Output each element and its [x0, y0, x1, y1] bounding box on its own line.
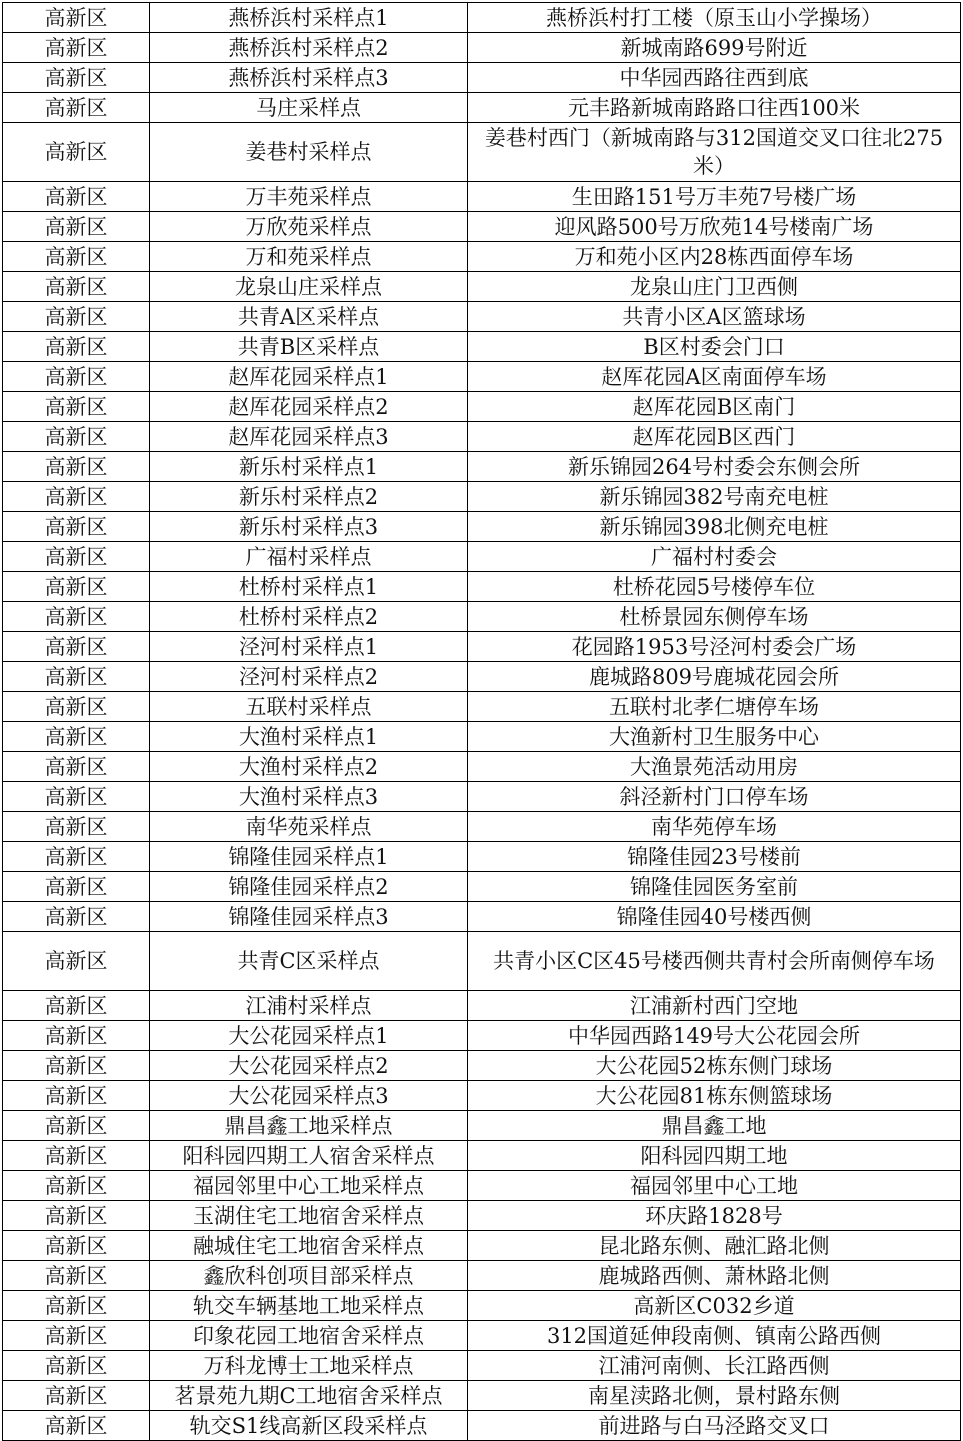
address-cell: 五联村北孝仁塘停车场	[468, 692, 961, 722]
table-row	[3, 1321, 961, 1351]
address-cell: 大公花园81栋东侧篮球场	[468, 1081, 961, 1111]
address-cell: 中华园西路149号大公花园会所	[468, 1021, 961, 1051]
address-cell: 龙泉山庄门卫西侧	[468, 272, 961, 302]
address-cell: 锦隆佳园23号楼前	[468, 842, 961, 872]
site-name-cell: 福园邻里中心工地采样点	[150, 1171, 468, 1201]
address-cell: 鹿城路西侧、萧林路北侧	[468, 1261, 961, 1291]
district-cell: 高新区	[3, 1051, 150, 1081]
table-row	[3, 1141, 961, 1171]
address-cell: 赵厍花园A区南面停车场	[468, 362, 961, 392]
site-name-cell: 共青C区采样点	[150, 932, 468, 991]
address-cell: 花园路1953号泾河村委会广场	[468, 632, 961, 662]
district-cell: 高新区	[3, 1141, 150, 1171]
district-cell: 高新区	[3, 242, 150, 272]
table-row	[3, 1111, 961, 1141]
site-name-cell: 万欣苑采样点	[150, 212, 468, 242]
address-cell: 杜桥景园东侧停车场	[468, 602, 961, 632]
address-cell: 环庆路1828号	[468, 1201, 961, 1231]
table-row	[3, 332, 961, 362]
table-row	[3, 3, 961, 33]
district-cell: 高新区	[3, 1021, 150, 1051]
address-cell: 福园邻里中心工地	[468, 1171, 961, 1201]
address-cell: 高新区C032乡道	[468, 1291, 961, 1321]
table-row	[3, 123, 961, 182]
address-cell: 新城南路699号附近	[468, 33, 961, 63]
site-name-cell: 龙泉山庄采样点	[150, 272, 468, 302]
table-row	[3, 93, 961, 123]
table-row	[3, 752, 961, 782]
address-cell: 赵厍花园B区南门	[468, 392, 961, 422]
table-row	[3, 242, 961, 272]
table-row	[3, 1381, 961, 1411]
district-cell: 高新区	[3, 452, 150, 482]
district-cell: 高新区	[3, 123, 150, 182]
district-cell: 高新区	[3, 332, 150, 362]
table-row	[3, 632, 961, 662]
address-cell: 广福村村委会	[468, 542, 961, 572]
table-row	[3, 662, 961, 692]
site-name-cell: 万丰苑采样点	[150, 182, 468, 212]
site-name-cell: 大公花园采样点2	[150, 1051, 468, 1081]
site-name-cell: 万和苑采样点	[150, 242, 468, 272]
table-row	[3, 482, 961, 512]
site-name-cell: 大渔村采样点1	[150, 722, 468, 752]
table-row	[3, 602, 961, 632]
table-row	[3, 572, 961, 602]
table-row	[3, 1021, 961, 1051]
address-cell: 迎风路500号万欣苑14号楼南广场	[468, 212, 961, 242]
site-name-cell: 阳科园四期工人宿舍采样点	[150, 1141, 468, 1171]
site-name-cell: 印象花园工地宿舍采样点	[150, 1321, 468, 1351]
district-cell: 高新区	[3, 3, 150, 33]
address-cell: 中华园西路往西到底	[468, 63, 961, 93]
site-name-cell: 泾河村采样点2	[150, 662, 468, 692]
table-row	[3, 1051, 961, 1081]
district-cell: 高新区	[3, 1171, 150, 1201]
address-cell: 姜巷村西门（新城南路与312国道交叉口往北275米）	[468, 123, 961, 182]
table-row	[3, 842, 961, 872]
table-row	[3, 63, 961, 93]
address-cell: 元丰路新城南路路口往西100米	[468, 93, 961, 123]
table-row	[3, 812, 961, 842]
district-cell: 高新区	[3, 1111, 150, 1141]
address-cell: 312国道延伸段南侧、镇南公路西侧	[468, 1321, 961, 1351]
site-name-cell: 杜桥村采样点1	[150, 572, 468, 602]
table-row	[3, 272, 961, 302]
district-cell: 高新区	[3, 272, 150, 302]
address-cell: 共青小区A区篮球场	[468, 302, 961, 332]
table-row	[3, 991, 961, 1021]
table-row	[3, 512, 961, 542]
district-cell: 高新区	[3, 182, 150, 212]
district-cell: 高新区	[3, 302, 150, 332]
address-cell: 斜泾新村门口停车场	[468, 782, 961, 812]
site-name-cell: 姜巷村采样点	[150, 123, 468, 182]
site-name-cell: 锦隆佳园采样点3	[150, 902, 468, 932]
table-row	[3, 1291, 961, 1321]
site-name-cell: 玉湖住宅工地宿舍采样点	[150, 1201, 468, 1231]
table-row	[3, 422, 961, 452]
district-cell: 高新区	[3, 1231, 150, 1261]
district-cell: 高新区	[3, 63, 150, 93]
table-row	[3, 902, 961, 932]
address-cell: B区村委会门口	[468, 332, 961, 362]
district-cell: 高新区	[3, 1081, 150, 1111]
district-cell: 高新区	[3, 362, 150, 392]
table-row	[3, 1081, 961, 1111]
address-cell: 万和苑小区内28栋西面停车场	[468, 242, 961, 272]
address-cell: 昆北路东侧、融汇路北侧	[468, 1231, 961, 1261]
table-body	[3, 3, 961, 1441]
site-name-cell: 赵厍花园采样点3	[150, 422, 468, 452]
sampling-sites-table	[2, 2, 961, 1441]
district-cell: 高新区	[3, 752, 150, 782]
district-cell: 高新区	[3, 782, 150, 812]
table-row	[3, 872, 961, 902]
district-cell: 高新区	[3, 93, 150, 123]
table-row	[3, 542, 961, 572]
site-name-cell: 轨交车辆基地工地采样点	[150, 1291, 468, 1321]
address-cell: 杜桥花园5号楼停车位	[468, 572, 961, 602]
address-cell: 阳科园四期工地	[468, 1141, 961, 1171]
site-name-cell: 锦隆佳园采样点1	[150, 842, 468, 872]
table-row	[3, 1171, 961, 1201]
district-cell: 高新区	[3, 1351, 150, 1381]
district-cell: 高新区	[3, 422, 150, 452]
site-name-cell: 融城住宅工地宿舍采样点	[150, 1231, 468, 1261]
site-name-cell: 江浦村采样点	[150, 991, 468, 1021]
site-name-cell: 大公花园采样点3	[150, 1081, 468, 1111]
address-cell: 燕桥浜村打工楼（原玉山小学操场）	[468, 3, 961, 33]
address-cell: 大渔景苑活动用房	[468, 752, 961, 782]
district-cell: 高新区	[3, 512, 150, 542]
district-cell: 高新区	[3, 212, 150, 242]
district-cell: 高新区	[3, 662, 150, 692]
site-name-cell: 大渔村采样点3	[150, 782, 468, 812]
address-cell: 锦隆佳园医务室前	[468, 872, 961, 902]
address-cell: 南星渎路北侧，景村路东侧	[468, 1381, 961, 1411]
district-cell: 高新区	[3, 902, 150, 932]
site-name-cell: 轨交S1线高新区段采样点	[150, 1411, 468, 1441]
district-cell: 高新区	[3, 1381, 150, 1411]
table-row	[3, 1201, 961, 1231]
table-row	[3, 392, 961, 422]
site-name-cell: 新乐村采样点1	[150, 452, 468, 482]
site-name-cell: 鑫欣科创项目部采样点	[150, 1261, 468, 1291]
site-name-cell: 赵厍花园采样点1	[150, 362, 468, 392]
table-row	[3, 932, 961, 991]
address-cell: 大公花园52栋东侧门球场	[468, 1051, 961, 1081]
site-name-cell: 新乐村采样点2	[150, 482, 468, 512]
address-cell: 锦隆佳园40号楼西侧	[468, 902, 961, 932]
district-cell: 高新区	[3, 542, 150, 572]
address-cell: 江浦河南侧、长江路西侧	[468, 1351, 961, 1381]
district-cell: 高新区	[3, 632, 150, 662]
district-cell: 高新区	[3, 1291, 150, 1321]
district-cell: 高新区	[3, 602, 150, 632]
table-row	[3, 33, 961, 63]
site-name-cell: 大公花园采样点1	[150, 1021, 468, 1051]
table-row	[3, 302, 961, 332]
address-cell: 南华苑停车场	[468, 812, 961, 842]
district-cell: 高新区	[3, 392, 150, 422]
table-row	[3, 1231, 961, 1261]
table-row	[3, 722, 961, 752]
district-cell: 高新区	[3, 812, 150, 842]
district-cell: 高新区	[3, 1411, 150, 1441]
site-name-cell: 茗景苑九期C工地宿舍采样点	[150, 1381, 468, 1411]
site-name-cell: 燕桥浜村采样点1	[150, 3, 468, 33]
site-name-cell: 大渔村采样点2	[150, 752, 468, 782]
address-cell: 大渔新村卫生服务中心	[468, 722, 961, 752]
site-name-cell: 共青B区采样点	[150, 332, 468, 362]
address-cell: 赵厍花园B区西门	[468, 422, 961, 452]
address-cell: 鼎昌鑫工地	[468, 1111, 961, 1141]
table-row	[3, 1411, 961, 1441]
district-cell: 高新区	[3, 33, 150, 63]
site-name-cell: 万科龙博士工地采样点	[150, 1351, 468, 1381]
address-cell: 生田路151号万丰苑7号楼广场	[468, 182, 961, 212]
site-name-cell: 共青A区采样点	[150, 302, 468, 332]
table-row	[3, 692, 961, 722]
district-cell: 高新区	[3, 722, 150, 752]
district-cell: 高新区	[3, 872, 150, 902]
table-row	[3, 362, 961, 392]
district-cell: 高新区	[3, 692, 150, 722]
district-cell: 高新区	[3, 991, 150, 1021]
address-cell: 前进路与白马泾路交叉口	[468, 1411, 961, 1441]
table-row	[3, 1351, 961, 1381]
site-name-cell: 广福村采样点	[150, 542, 468, 572]
site-name-cell: 新乐村采样点3	[150, 512, 468, 542]
site-name-cell: 五联村采样点	[150, 692, 468, 722]
address-cell: 共青小区C区45号楼西侧共青村会所南侧停车场	[468, 932, 961, 991]
address-cell: 新乐锦园264号村委会东侧会所	[468, 452, 961, 482]
table-row	[3, 1261, 961, 1291]
address-cell: 江浦新村西门空地	[468, 991, 961, 1021]
table-row	[3, 212, 961, 242]
site-name-cell: 马庄采样点	[150, 93, 468, 123]
district-cell: 高新区	[3, 1261, 150, 1291]
table-row	[3, 182, 961, 212]
site-name-cell: 杜桥村采样点2	[150, 602, 468, 632]
district-cell: 高新区	[3, 1321, 150, 1351]
site-name-cell: 燕桥浜村采样点3	[150, 63, 468, 93]
district-cell: 高新区	[3, 842, 150, 872]
address-cell: 新乐锦园398北侧充电桩	[468, 512, 961, 542]
district-cell: 高新区	[3, 572, 150, 602]
table-row	[3, 452, 961, 482]
site-name-cell: 鼎昌鑫工地采样点	[150, 1111, 468, 1141]
site-name-cell: 南华苑采样点	[150, 812, 468, 842]
district-cell: 高新区	[3, 482, 150, 512]
district-cell: 高新区	[3, 1201, 150, 1231]
site-name-cell: 泾河村采样点1	[150, 632, 468, 662]
table-row	[3, 782, 961, 812]
address-cell: 新乐锦园382号南充电桩	[468, 482, 961, 512]
site-name-cell: 锦隆佳园采样点2	[150, 872, 468, 902]
site-name-cell: 燕桥浜村采样点2	[150, 33, 468, 63]
address-cell: 鹿城路809号鹿城花园会所	[468, 662, 961, 692]
site-name-cell: 赵厍花园采样点2	[150, 392, 468, 422]
district-cell: 高新区	[3, 932, 150, 991]
